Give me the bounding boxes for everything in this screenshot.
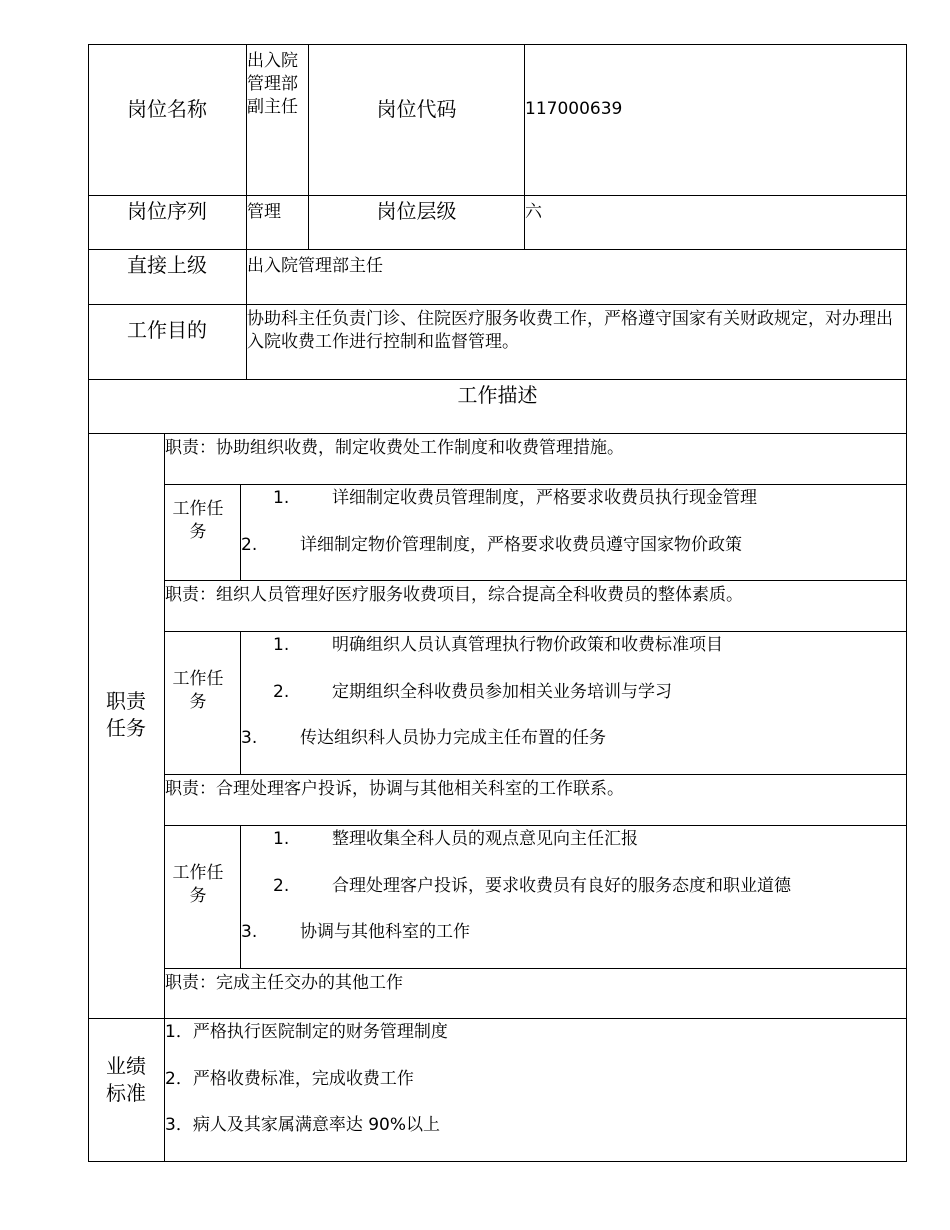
- row-divider: [88, 433, 907, 434]
- task-label: 工作任务: [172, 863, 224, 906]
- performance-item: 2．严格收费标准，完成收费工作: [165, 1069, 414, 1089]
- task-text: 合理处理客户投诉，要求收费员有良好的服务态度和职业道德: [332, 876, 791, 896]
- row-divider: [88, 304, 907, 305]
- position-code-label: 岗位代码: [376, 97, 457, 121]
- task-number: 2.: [241, 535, 258, 555]
- purpose-value: 协助科主任负责门诊、住院医疗服务收费工作，严格遵守国家有关财政规定，对办理出入院收费工作进行控制和监督管理。: [247, 309, 893, 352]
- row-divider: [88, 249, 907, 250]
- row-divider: [88, 379, 907, 380]
- task-text: 协调与其他科室的工作: [300, 922, 470, 942]
- position-level-value: 六: [525, 202, 542, 222]
- task-number: 3.: [241, 922, 258, 942]
- duty-divider: [164, 484, 907, 485]
- task-number: 1.: [273, 635, 290, 655]
- performance-item: 1．严格执行医院制定的财务管理制度: [165, 1022, 448, 1042]
- task-number: 3.: [241, 728, 258, 748]
- performance-label: 业绩标准: [106, 1054, 146, 1105]
- duty-text: 职责：完成主任交办的其他工作: [165, 973, 403, 993]
- performance-item: 3．病人及其家属满意率达 90%以上: [165, 1115, 441, 1135]
- position-series-value: 管理: [247, 202, 281, 222]
- duty-divider: [164, 631, 907, 632]
- row-divider: [88, 195, 907, 196]
- task-label: 工作任务: [172, 499, 224, 542]
- position-name-label: 岗位名称: [127, 97, 207, 121]
- task-number: 2.: [273, 876, 290, 896]
- section-title: 工作描述: [457, 383, 538, 407]
- task-text: 整理收集全科人员的观点意见向主任汇报: [332, 829, 638, 849]
- task-text: 详细制定收费员管理制度，严格要求收费员执行现金管理: [332, 488, 757, 508]
- row-divider: [88, 1018, 907, 1019]
- superior-label: 直接上级: [127, 253, 207, 277]
- position-level-label: 岗位层级: [376, 199, 457, 223]
- task-col-divider: [240, 631, 241, 774]
- task-number: 1.: [273, 488, 290, 508]
- duty-divider: [164, 825, 907, 826]
- task-number: 1.: [273, 829, 290, 849]
- task-label: 工作任务: [172, 669, 224, 712]
- duty-divider: [164, 968, 907, 969]
- position-series-label: 岗位序列: [127, 199, 207, 223]
- task-text: 定期组织全科收费员参加相关业务培训与学习: [332, 682, 672, 702]
- task-col-divider: [240, 484, 241, 580]
- task-text: 明确组织人员认真管理执行物价政策和收费标准项目: [332, 635, 723, 655]
- task-text: 详细制定物价管理制度，严格要求收费员遵守国家物价政策: [300, 535, 742, 555]
- purpose-label: 工作目的: [127, 318, 207, 342]
- duties-label: 职责任务: [106, 689, 146, 740]
- duty-text: 职责：合理处理客户投诉，协调与其他相关科室的工作联系。: [165, 779, 624, 799]
- duty-divider: [164, 774, 907, 775]
- task-number: 2.: [273, 682, 290, 702]
- superior-value: 出入院管理部主任: [247, 256, 383, 276]
- position-code-value: 117000639: [525, 99, 623, 119]
- task-text: 传达组织科人员协力完成主任布置的任务: [300, 728, 606, 748]
- duty-divider: [164, 580, 907, 581]
- task-col-divider: [240, 825, 241, 968]
- duty-text: 职责：协助组织收费，制定收费处工作制度和收费管理措施。: [165, 438, 624, 458]
- position-name-value: 出入院管理部副主任: [247, 51, 298, 117]
- duty-text: 职责：组织人员管理好医疗服务收费项目，综合提高全科收费员的整体素质。: [165, 585, 743, 605]
